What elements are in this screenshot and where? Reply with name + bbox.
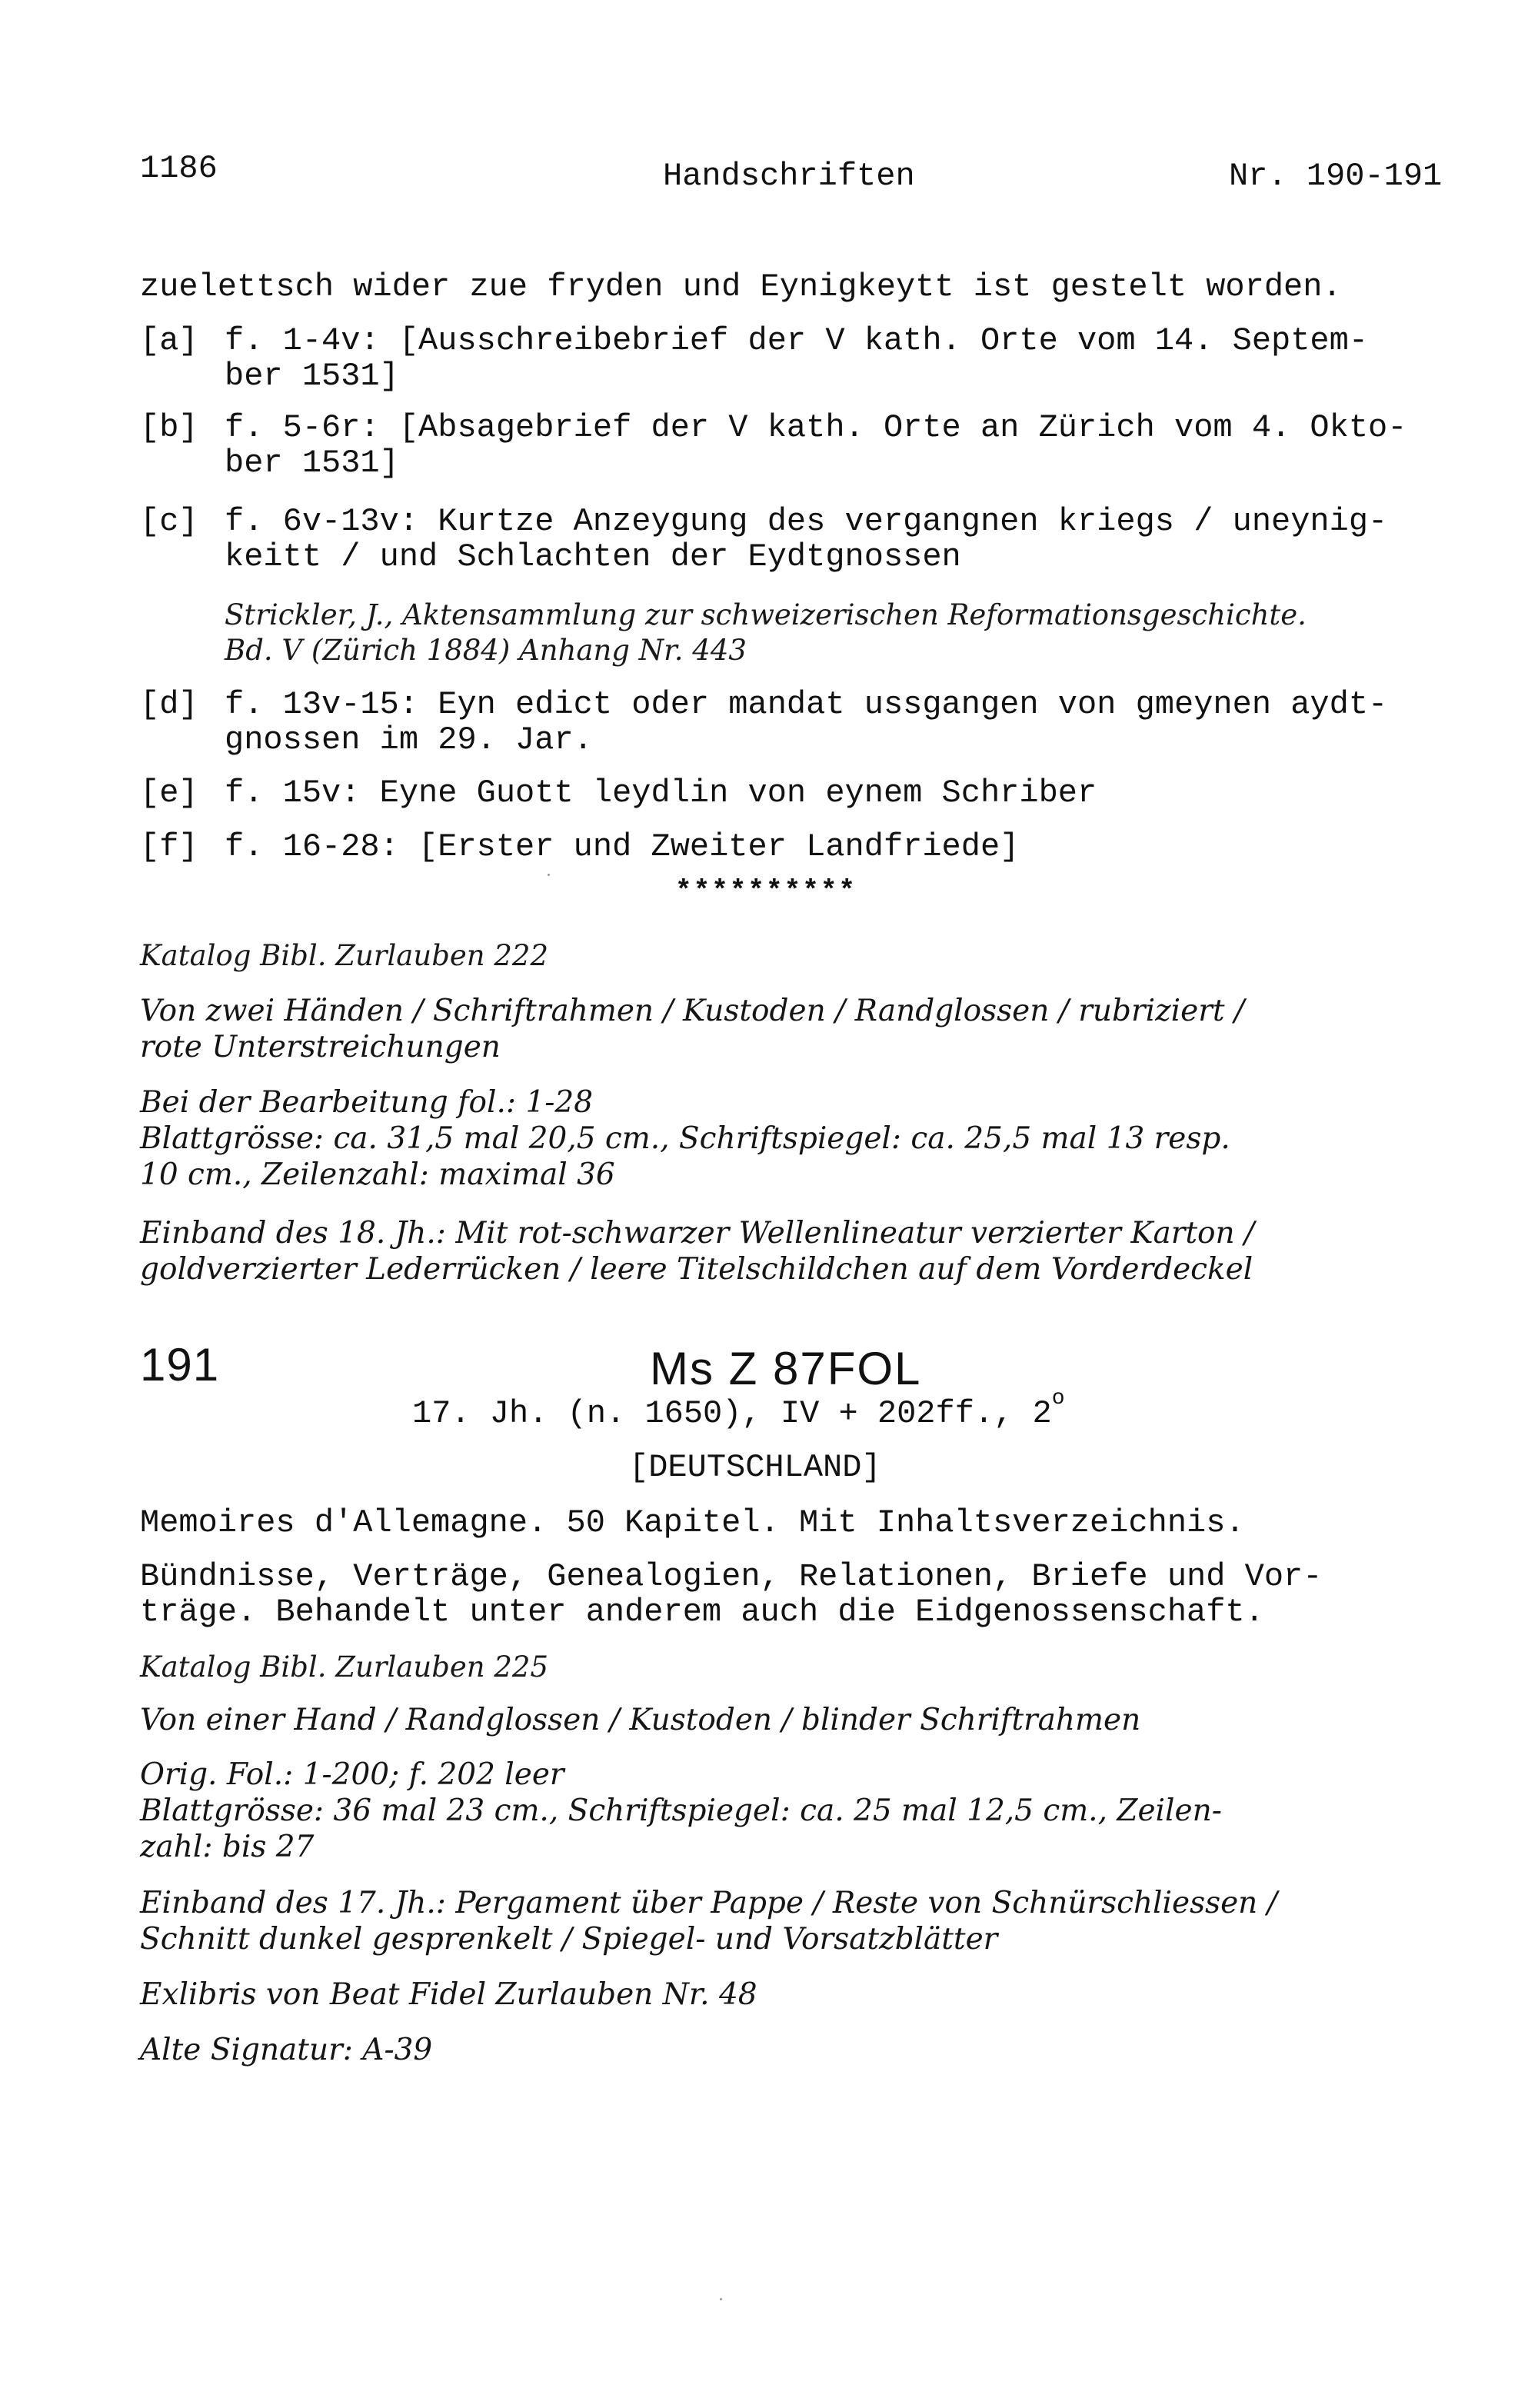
item-text-cont: ber 1531] (225, 445, 399, 481)
binding-description: goldverzierter Lederrücken / leere Titelschildchen auf dem Vorderdeckel (140, 1252, 1253, 1287)
content-description: träge. Behandelt unter anderem auch die Eidgenossenschaft. (140, 1594, 1264, 1630)
hands-description: Von zwei Händen / Schriftrahmen / Kustoden / Randglossen / rubriziert / (140, 994, 1245, 1028)
dating-line (412, 1387, 1065, 1432)
running-title: Handschriften (663, 158, 915, 195)
physical-description: 10 cm., Zeilenzahl: maximal 36 (140, 1157, 615, 1192)
binding-description: Schnitt dunkel gesprenkelt / Spiegel- und Vorsatzblätter (140, 1922, 998, 1957)
item-text-cont: gnossen im 29. Jar. (225, 721, 593, 758)
item-label: [e] (140, 774, 198, 811)
item-label: [a] (140, 322, 198, 359)
exlibris: Exlibris von Beat Fidel Zurlauben Nr. 48 (140, 1977, 757, 2012)
hands-description-cont: rote Unterstreichungen (140, 1030, 501, 1064)
literature-line: Strickler, J., Aktensammlung zur schweizerischen Reformationsgeschichte. (225, 598, 1307, 631)
dating-text: 17. Jh. (n. 1650), IV + 202ff., 2 (412, 1395, 1052, 1432)
entry-range: Nr. 190-191 (1229, 158, 1443, 195)
physical-description: Blattgrösse: ca. 31,5 mal 20,5 cm., Schriftspiegel: ca. 25,5 mal 13 resp. (140, 1121, 1230, 1156)
physical-description: Bei der Bearbeitung fol.: 1-28 (140, 1085, 594, 1120)
item-label: [c] (140, 503, 198, 540)
shelfmark: Ms Z 87FOL (650, 1343, 922, 1394)
item-text: f. 16-28: [Erster und Zweiter Landfriede] (225, 828, 1020, 865)
catalog-reference: Katalog Bibl. Zurlauben 225 (140, 1650, 548, 1684)
physical-description: zahl: bis 27 (140, 1830, 315, 1864)
hands-description: Von einer Hand / Randglossen / Kustoden / blinder Schriftrahmen (140, 1703, 1141, 1737)
item-label: [f] (140, 828, 198, 865)
item-text: f. 1-4v: [Ausschreibebrief der V kath. Orte vom 14. Septem- (225, 322, 1369, 359)
item-text-cont: ber 1531] (225, 358, 399, 395)
physical-description: Blattgrösse: 36 mal 23 cm., Schriftspiegel: ca. 25 mal 12,5 cm., Zeilen- (140, 1794, 1222, 1828)
binding-description: Einband des 17. Jh.: Pergament über Pappe / Reste von Schnürschliessen / (140, 1886, 1277, 1920)
entry-number: 191 (140, 1339, 220, 1391)
origin: [DEUTSCHLAND] (629, 1449, 881, 1486)
intro-line: zuelettsch wider zue fryden und Eynigkeytt ist gestelt worden. (140, 268, 1342, 305)
item-label: [b] (140, 409, 198, 446)
separator: ********** (675, 875, 857, 907)
format-superscript: o (1051, 1387, 1065, 1410)
item-text: f. 15v: Eyne Guott leydlin von eynem Schriber (225, 774, 1097, 811)
literature-line: Bd. V (Zürich 1884) Anhang Nr. 443 (225, 634, 747, 667)
item-text: f. 13v-15: Eyn edict oder mandat ussgangen von gmeynen aydt- (225, 686, 1388, 723)
physical-description: Orig. Fol.: 1-200; f. 202 leer (140, 1757, 564, 1792)
binding-description: Einband des 18. Jh.: Mit rot-schwarzer Wellenlineatur verzierter Karton / (140, 1216, 1255, 1251)
item-text: f. 6v-13v: Kurtze Anzeygung des vergangnen kriegs / uneynig- (225, 503, 1388, 540)
item-label: [d] (140, 686, 198, 723)
old-signature: Alte Signatur: A-39 (140, 2033, 433, 2067)
catalog-reference: Katalog Bibl. Zurlauben 222 (140, 939, 548, 972)
content-description: Bündnisse, Verträge, Genealogien, Relationen, Briefe und Vor- (140, 1558, 1323, 1595)
title-line: Memoires d'Allemagne. 50 Kapitel. Mit Inhaltsverzeichnis. (140, 1504, 1245, 1541)
paper-speck (720, 2298, 722, 2300)
item-text-cont: keitt / und Schlachten der Eydtgnossen (225, 538, 961, 575)
paper-speck (548, 874, 550, 876)
page-number: 1186 (140, 150, 218, 187)
item-text: f. 5-6r: [Absagebrief der V kath. Orte an Zürich vom 4. Okto- (225, 409, 1407, 446)
